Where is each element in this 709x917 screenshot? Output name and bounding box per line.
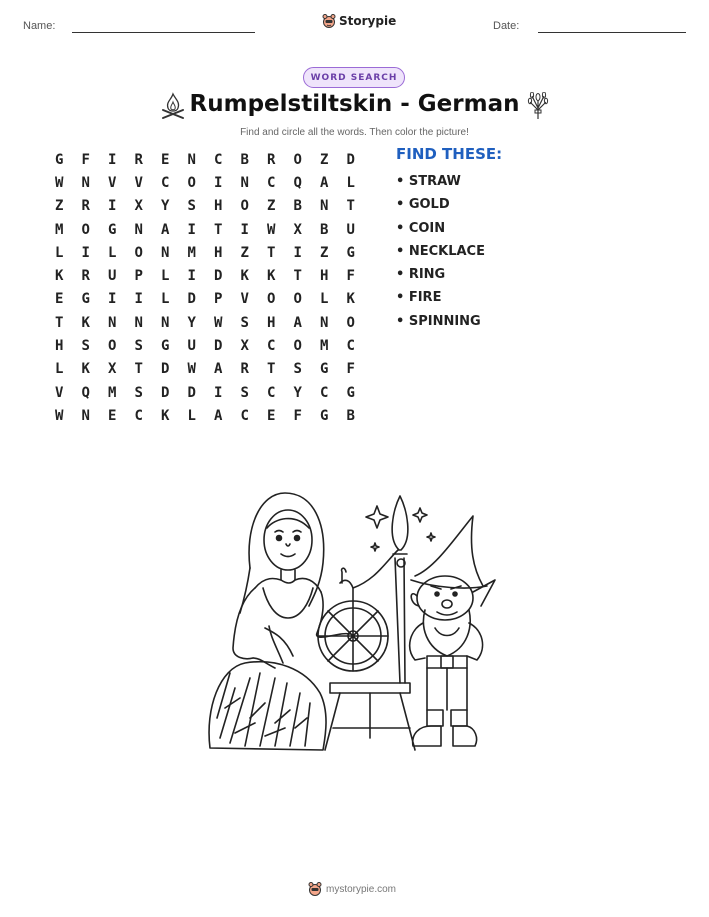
grid-letter: S (134, 384, 143, 401)
grid-letter: V (134, 174, 143, 191)
grid-letter: N (320, 198, 329, 215)
grid-letter: U (187, 338, 196, 355)
grid-letter: K (240, 268, 249, 285)
grid-letter: B (240, 151, 249, 168)
grid-letter: O (81, 221, 90, 238)
grid-letter: W (55, 407, 64, 424)
grid-row (46, 264, 364, 287)
grid-letter: C (267, 338, 276, 355)
grid-row (46, 148, 364, 171)
grid-letter: I (108, 151, 117, 168)
grid-letter: H (55, 338, 64, 355)
grid-letter: I (108, 291, 117, 308)
grid-letter: B (293, 198, 302, 215)
grid-letter: O (293, 151, 302, 168)
grid-letter: N (134, 221, 143, 238)
grid-letter: N (161, 244, 170, 261)
grid-letter: N (320, 314, 329, 331)
grid-letter: O (108, 338, 117, 355)
storypie-mascot-icon (322, 13, 336, 29)
grid-letter: X (240, 338, 249, 355)
grid-letter: X (108, 361, 117, 378)
grid-letter: Y (293, 384, 302, 401)
grid-letter: A (214, 361, 223, 378)
grid-letter: A (293, 314, 302, 331)
grid-letter: P (214, 291, 223, 308)
grid-letter: Z (55, 198, 64, 215)
grid-letter: A (214, 407, 223, 424)
grid-letter: S (134, 338, 143, 355)
grid-letter: N (81, 174, 90, 191)
instructions: Find and circle all the words. Then color the picture! (240, 127, 469, 138)
grid-letter: C (161, 174, 170, 191)
grid-letter: A (320, 174, 329, 191)
grid-letter: G (346, 244, 355, 261)
grid-letter: S (240, 384, 249, 401)
grid-row (46, 381, 364, 404)
grid-letter: S (293, 361, 302, 378)
grid-letter: R (134, 151, 143, 168)
grid-letter: B (346, 407, 355, 424)
grid-letter: C (134, 407, 143, 424)
grid-letter: E (108, 407, 117, 424)
grid-letter: W (55, 174, 64, 191)
date-line (538, 32, 686, 33)
grid-letter: C (267, 174, 276, 191)
grid-letter: O (293, 338, 302, 355)
grid-letter: F (346, 268, 355, 285)
word-item: • FIRE (396, 290, 442, 306)
grid-letter: K (55, 268, 64, 285)
grid-letter: I (240, 221, 249, 238)
grid-letter: N (187, 151, 196, 168)
grid-letter: I (108, 198, 117, 215)
grid-letter: D (187, 384, 196, 401)
grid-letter: I (81, 244, 90, 261)
grid-letter: C (346, 338, 355, 355)
grid-row (46, 171, 364, 194)
grid-letter: M (320, 338, 329, 355)
grid-letter: V (55, 384, 64, 401)
grid-letter: M (187, 244, 196, 261)
grid-letter: G (346, 384, 355, 401)
grid-letter: O (346, 314, 355, 331)
grid-letter: W (214, 314, 223, 331)
grid-row (46, 218, 364, 241)
grid-letter: K (346, 291, 355, 308)
grid-letter: R (81, 198, 90, 215)
grid-letter: H (320, 268, 329, 285)
grid-letter: W (187, 361, 196, 378)
grid-letter: O (267, 291, 276, 308)
grid-letter: X (293, 221, 302, 238)
grid-letter: F (293, 407, 302, 424)
grid-letter: I (214, 174, 223, 191)
storypie-logo (322, 13, 396, 29)
grid-letter: N (134, 314, 143, 331)
grid-letter: C (267, 384, 276, 401)
grid-letter: H (267, 314, 276, 331)
grid-letter: L (55, 244, 64, 261)
grid-letter: H (214, 198, 223, 215)
spinning-wheel (318, 496, 435, 750)
grid-letter: T (267, 244, 276, 261)
coloring-illustration (205, 488, 505, 758)
grid-letter: G (320, 407, 329, 424)
grid-letter: L (161, 291, 170, 308)
grid-letter: D (214, 338, 223, 355)
grid-letter: L (108, 244, 117, 261)
grid-letter: K (81, 361, 90, 378)
grid-letter: D (187, 291, 196, 308)
word-search-badge: WORD SEARCH (303, 67, 405, 88)
grid-letter: D (161, 384, 170, 401)
grid-letter: X (134, 198, 143, 215)
grid-letter: L (346, 174, 355, 191)
grid-letter: I (134, 291, 143, 308)
grid-letter: V (240, 291, 249, 308)
word-item: • COIN (396, 220, 446, 236)
grid-letter: U (346, 221, 355, 238)
grid-letter: Y (161, 198, 170, 215)
grid-letter: E (55, 291, 64, 308)
grid-letter: N (240, 174, 249, 191)
name-line (72, 32, 255, 33)
grid-letter: W (267, 221, 276, 238)
grid-letter: C (240, 407, 249, 424)
grid-letter: K (267, 268, 276, 285)
grid-letter: N (108, 314, 117, 331)
grid-letter: O (240, 198, 249, 215)
girl-figure (233, 493, 350, 668)
grid-row (46, 404, 364, 427)
gnome-figure (410, 516, 495, 746)
grid-letter: G (108, 221, 117, 238)
wheat-bundle-icon (526, 92, 550, 120)
grid-letter: D (346, 151, 355, 168)
grid-letter: D (161, 361, 170, 378)
grid-letter: Z (240, 244, 249, 261)
grid-letter: L (55, 361, 64, 378)
straw-pile (209, 662, 326, 750)
letter-grid (46, 148, 364, 428)
grid-row (46, 288, 364, 311)
grid-letter: U (108, 268, 117, 285)
grid-letter: E (161, 151, 170, 168)
grid-letter: K (81, 314, 90, 331)
grid-letter: L (320, 291, 329, 308)
grid-letter: R (267, 151, 276, 168)
word-list (396, 170, 485, 333)
grid-letter: S (81, 338, 90, 355)
grid-row (46, 311, 364, 334)
grid-letter: M (108, 384, 117, 401)
grid-letter: I (187, 221, 196, 238)
grid-letter: T (293, 268, 302, 285)
grid-letter: H (214, 244, 223, 261)
grid-letter: B (320, 221, 329, 238)
grid-letter: Z (267, 198, 276, 215)
grid-letter: Q (293, 174, 302, 191)
grid-letter: Y (187, 314, 196, 331)
grid-letter: S (240, 314, 249, 331)
grid-letter: R (240, 361, 249, 378)
brand-name: Storypie (339, 14, 397, 28)
grid-letter: I (293, 244, 302, 261)
grid-letter: A (161, 221, 170, 238)
grid-letter: I (214, 384, 223, 401)
word-item: • SPINNING (396, 313, 481, 329)
word-item: • RING (396, 267, 446, 283)
grid-letter: O (134, 244, 143, 261)
grid-letter: V (108, 174, 117, 191)
grid-letter: T (346, 198, 355, 215)
grid-letter: E (267, 407, 276, 424)
grid-row (46, 334, 364, 357)
grid-letter: M (55, 221, 64, 238)
grid-letter: D (214, 268, 223, 285)
grid-letter: O (187, 174, 196, 191)
grid-letter: O (293, 291, 302, 308)
grid-letter: Z (320, 244, 329, 261)
grid-letter: C (214, 151, 223, 168)
grid-row (46, 241, 364, 264)
grid-letter: K (161, 407, 170, 424)
word-item: • GOLD (396, 197, 450, 213)
grid-letter: T (55, 314, 64, 331)
grid-letter: N (161, 314, 170, 331)
grid-row (46, 195, 364, 218)
grid-letter: T (134, 361, 143, 378)
grid-letter: F (81, 151, 90, 168)
grid-letter: G (320, 361, 329, 378)
word-item: • NECKLACE (396, 243, 485, 259)
grid-letter: R (81, 268, 90, 285)
date-label: Date: (493, 20, 520, 32)
grid-letter: G (81, 291, 90, 308)
name-label: Name: (23, 20, 56, 32)
grid-letter: Z (320, 151, 329, 168)
storypie-mascot-icon (308, 881, 322, 897)
grid-letter: I (187, 268, 196, 285)
find-these-heading: FIND THESE: (396, 145, 503, 163)
grid-letter: G (55, 151, 64, 168)
page-title: Rumpelstiltskin - German (189, 91, 520, 117)
grid-letter: G (161, 338, 170, 355)
grid-letter: T (214, 221, 223, 238)
grid-letter: Q (81, 384, 90, 401)
grid-letter: F (346, 361, 355, 378)
grid-row (46, 358, 364, 381)
grid-letter: N (81, 407, 90, 424)
grid-letter: C (320, 384, 329, 401)
grid-letter: P (134, 268, 143, 285)
footer-url: mystorypie.com (326, 883, 397, 895)
grid-letter: L (187, 407, 196, 424)
footer (308, 881, 396, 897)
grid-letter: T (267, 361, 276, 378)
word-item: • STRAW (396, 174, 461, 189)
grid-letter: L (161, 268, 170, 285)
grid-letter: S (187, 198, 196, 215)
